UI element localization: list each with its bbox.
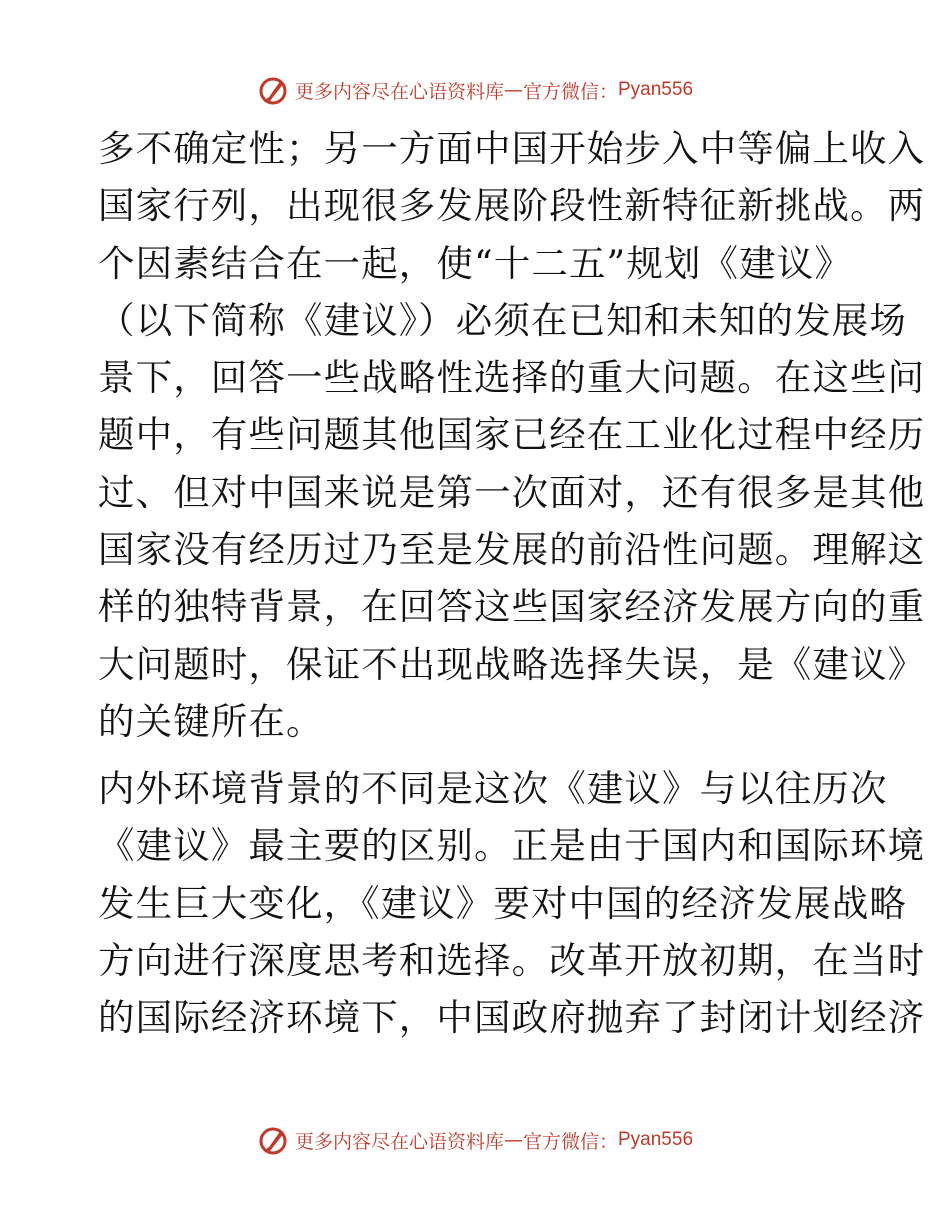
text-line: 国家没有经历过乃至是发展的前沿性问题。理解这 — [98, 528, 926, 572]
banner-wechat-label: 官方微信： — [522, 1130, 618, 1153]
text-line: 题中，有些问题其他国家已经在工业化过程中经历 — [98, 413, 926, 457]
text-line: 《建议》最主要的区别。正是由于国内和国际环境 — [98, 824, 926, 868]
text-line: 样的独特背景，在回答这些国家经济发展方向的重 — [98, 585, 926, 629]
banner-wechat-id: Pyan556 — [618, 79, 694, 100]
text-line: 个因素结合在一起，使“十二五”规划《建议》 — [98, 241, 852, 285]
banner-dash: — — [503, 1129, 523, 1151]
text-line: 过、但对中国来说是第一次面对，还有很多是其他 — [98, 470, 926, 514]
banner-wechat-id: Pyan556 — [618, 1129, 694, 1150]
text-line: 发生巨大变化，《建议》要对中国的经济发展战略 — [98, 881, 907, 925]
header-watermark-banner — [0, 72, 950, 108]
quill-logo-icon — [257, 1124, 289, 1156]
banner-dash: — — [503, 79, 523, 101]
text-line: 方向进行深度思考和选择。改革开放初期，在当时 — [98, 938, 926, 982]
banner-site-text: 更多内容尽在心语资料库 — [294, 80, 504, 103]
banner-site-text: 更多内容尽在心语资料库 — [294, 1130, 504, 1153]
text-line: 多不确定性；另一方面中国开始步入中等偏上收入 — [98, 127, 926, 170]
text-line: 内外环境背景的不同是这次《建议》与以往历次 — [98, 767, 888, 810]
paragraph-2 — [98, 760, 926, 1046]
quill-logo-icon — [257, 74, 289, 106]
banner-wechat-label: 官方微信： — [522, 80, 618, 103]
paragraph-1 — [98, 120, 926, 750]
text-line: （以下简称《建议》）必须在已知和未知的发展场 — [98, 298, 907, 342]
text-line: 的关键所在。 — [98, 699, 324, 743]
text-line: 的国际经济环境下，中国政府抛弃了封闭计划经济 — [98, 996, 926, 1040]
text-line: 大问题时，保证不出现战略选择失误，是《建议》 — [98, 642, 926, 686]
text-line: 国家行列，出现很多发展阶段性新特征新挑战。两 — [98, 184, 926, 228]
footer-watermark-banner — [0, 1122, 950, 1158]
text-line: 景下，回答一些战略性选择的重大问题。在这些问 — [98, 356, 926, 400]
